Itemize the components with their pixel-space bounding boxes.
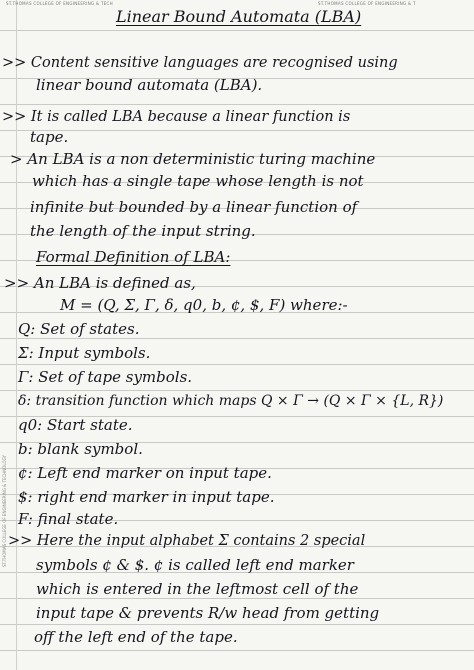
para-4-line-5: off the left end of the tape.: [34, 628, 238, 646]
para-4-line-3: which is entered in the leftmost cell of the: [36, 580, 359, 598]
ruled-line: [0, 650, 474, 651]
page-title: Linear Bound Automata (LBA): [116, 7, 362, 26]
component-final-state: F: final state.: [18, 510, 119, 528]
para-4-line-1: >> Here the input alphabet Σ contains 2 special: [8, 533, 366, 549]
component-blank-symbol: b: blank symbol.: [18, 440, 143, 458]
component-tape-symbols: Γ: Set of tape symbols.: [18, 368, 193, 386]
component-start-state: q0: Start state.: [18, 416, 133, 434]
para-3-line-1: > An LBA is a non deterministic turing machine: [10, 150, 376, 168]
para-2-line-1: >> It is called LBA because a linear function is: [2, 109, 351, 125]
para-4-line-4: input tape & prevents R/w head from getting: [36, 604, 380, 622]
component-states: Q: Set of states.: [18, 320, 140, 338]
para-3-line-3: infinite but bounded by a linear function of: [30, 198, 358, 216]
component-input-symbols: Σ: Input symbols.: [18, 344, 151, 362]
para-3-line-4: the length of the input string.: [30, 222, 256, 240]
ruled-line: [0, 624, 474, 625]
component-left-end-marker: ¢: Left end marker on input tape.: [18, 464, 272, 482]
para-4-line-2: symbols ¢ & $. ¢ is called left end marker: [36, 556, 354, 574]
ruled-line: [0, 104, 474, 105]
component-right-end-marker: $: right end marker in input tape.: [18, 488, 275, 506]
ruled-line: [0, 130, 474, 131]
para-1-line-1: >> Content sensitive languages are recognised using: [2, 55, 398, 71]
margin-line: [16, 0, 17, 670]
ruled-line: [0, 364, 474, 365]
section-heading: Formal Definition of LBA:: [36, 248, 231, 266]
header-print-left: ST.THOMAS COLLEGE OF ENGINEERING & TECH: [6, 1, 113, 6]
para-2-line-2: tape.: [30, 128, 69, 146]
definition-line-2: M = (Q, Σ, Γ, δ, q0, b, ¢, $, F) where:-: [60, 296, 348, 314]
para-1-line-2: linear bound automata (LBA).: [36, 76, 263, 94]
side-print: ST.THOMAS COLLEGE OF ENGINEERING & TECHNOLOGY: [2, 455, 7, 567]
ruled-line: [0, 598, 474, 599]
header-print-right: ST.THOMAS COLLEGE OF ENGINEERING & T: [318, 1, 416, 6]
ruled-line: [0, 30, 474, 31]
component-transition-function: δ: transition function which maps Q × Γ → (Q × Γ × {L, R}): [18, 393, 444, 409]
definition-line-1: >> An LBA is defined as,: [4, 274, 196, 292]
ruled-line: [0, 338, 474, 339]
ruled-line: [0, 390, 474, 391]
para-3-line-2: which has a single tape whose length is not: [32, 172, 364, 190]
